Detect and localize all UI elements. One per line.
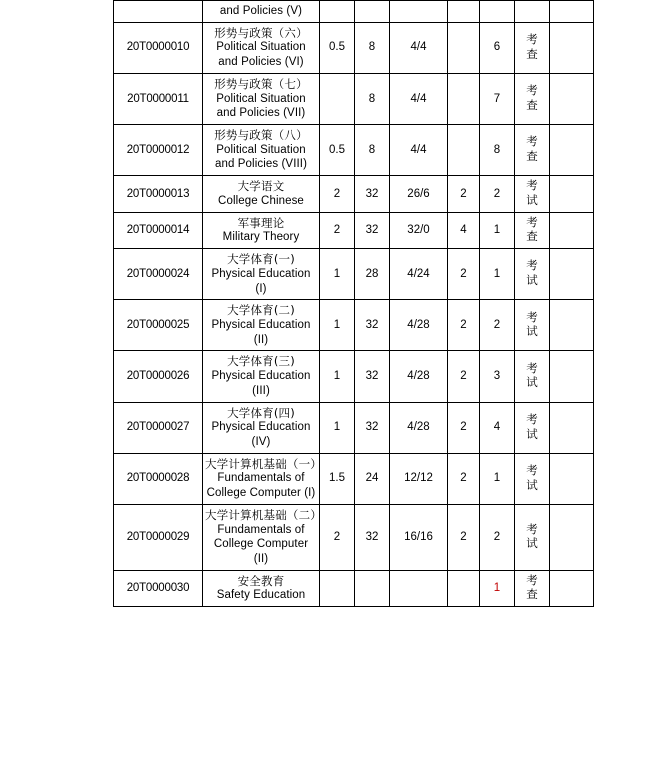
cell-weeks: 4	[448, 212, 480, 248]
cell-weeks: 2	[448, 504, 480, 570]
course-name-cn: 形势与政策（六）	[214, 25, 308, 40]
cell-term: 8	[480, 125, 515, 176]
cell-course-code: 20T0000024	[114, 249, 203, 300]
cell-total-hours: 8	[355, 125, 390, 176]
cell-assessment	[515, 504, 550, 570]
cell-course-name	[203, 453, 320, 504]
cell-assessment	[515, 570, 550, 606]
assessment-char: 试	[526, 428, 538, 441]
cell-assessment	[515, 212, 550, 248]
cell-credits: 1	[320, 402, 355, 453]
course-name-en: Political Situation and Policies (VI)	[216, 41, 306, 69]
course-name-cn: 形势与政策（八）	[214, 128, 308, 143]
assessment-char: 试	[526, 479, 538, 492]
cell-credits: 1	[320, 300, 355, 351]
cell-remark	[550, 402, 594, 453]
cell-theory-practice: 4/24	[390, 249, 448, 300]
course-name-cn: 形势与政策（七）	[214, 76, 308, 91]
cell-total-hours: 24	[355, 453, 390, 504]
assessment-char: 试	[526, 377, 538, 390]
cell-course-code: 20T0000025	[114, 300, 203, 351]
table-row	[114, 22, 594, 73]
cell-assessment	[515, 22, 550, 73]
cell-total-hours: 8	[355, 22, 390, 73]
cell-total-hours: 32	[355, 351, 390, 402]
cell-remark	[550, 1, 594, 23]
cell-weeks	[448, 73, 480, 124]
assessment-char: 查	[526, 151, 538, 164]
assessment-char: 考	[526, 523, 538, 536]
assessment-char: 查	[526, 48, 538, 61]
cell-course-name	[203, 73, 320, 124]
cell-course-code: 20T0000011	[114, 73, 203, 124]
assessment-char: 考	[526, 465, 538, 478]
cell-total-hours: 8	[355, 73, 390, 124]
cell-course-code: 20T0000029	[114, 504, 203, 570]
course-name-en: Fundamentals of College Computer (I)	[206, 472, 316, 500]
assessment-char: 查	[526, 231, 538, 244]
course-name-cn: 大学计算机基础（一）	[205, 456, 322, 471]
cell-remark	[550, 351, 594, 402]
course-name-cn: 军事理论	[237, 215, 285, 230]
cell-weeks	[448, 22, 480, 73]
cell-term: 4	[480, 402, 515, 453]
cell-term: 1	[480, 212, 515, 248]
cell-weeks: 2	[448, 453, 480, 504]
cell-remark	[550, 570, 594, 606]
cell-credits: 2	[320, 504, 355, 570]
cell-total-hours	[355, 1, 390, 23]
cell-credits: 0.5	[320, 125, 355, 176]
cell-course-code: 20T0000030	[114, 570, 203, 606]
cell-credits	[320, 570, 355, 606]
cell-credits: 1.5	[320, 453, 355, 504]
cell-course-name	[203, 22, 320, 73]
course-name-en: Physical Education (II)	[211, 318, 311, 346]
course-name-cn: 大学体育(一)	[227, 252, 295, 267]
cell-theory-practice	[390, 1, 448, 23]
assessment-char: 试	[526, 326, 538, 339]
cell-assessment	[515, 351, 550, 402]
cell-theory-practice: 4/28	[390, 300, 448, 351]
cell-theory-practice: 4/4	[390, 73, 448, 124]
course-name-cn: 安全教育	[237, 573, 285, 588]
course-name-en: Military Theory	[222, 231, 300, 244]
cell-weeks: 2	[448, 351, 480, 402]
table-row	[114, 453, 594, 504]
cell-course-name	[203, 570, 320, 606]
cell-course-name	[203, 504, 320, 570]
cell-theory-practice: 12/12	[390, 453, 448, 504]
table-row	[114, 125, 594, 176]
table-row	[114, 351, 594, 402]
cell-remark	[550, 300, 594, 351]
cell-weeks: 2	[448, 300, 480, 351]
cell-course-name	[203, 351, 320, 402]
cell-assessment	[515, 402, 550, 453]
cell-total-hours: 28	[355, 249, 390, 300]
cell-assessment	[515, 73, 550, 124]
course-name-en: Political Situation and Policies (VIII)	[214, 143, 308, 171]
course-name-cn: 大学体育(二)	[227, 303, 295, 318]
cell-course-code: 20T0000026	[114, 351, 203, 402]
cell-assessment	[515, 300, 550, 351]
table-row	[114, 504, 594, 570]
cell-assessment	[515, 453, 550, 504]
cell-theory-practice: 4/4	[390, 125, 448, 176]
cell-course-name	[203, 1, 320, 23]
table-row	[114, 73, 594, 124]
cell-theory-practice	[390, 570, 448, 606]
cell-total-hours	[355, 570, 390, 606]
assessment-char: 考	[526, 311, 538, 324]
cell-theory-practice: 16/16	[390, 504, 448, 570]
cell-course-code	[114, 1, 203, 23]
assessment-char: 考	[526, 34, 538, 47]
cell-term: 6	[480, 22, 515, 73]
course-name-cn: 大学体育(四)	[227, 405, 295, 420]
cell-term: 2	[480, 176, 515, 212]
cell-credits: 2	[320, 176, 355, 212]
assessment-char: 考	[526, 574, 538, 587]
table-row	[114, 300, 594, 351]
cell-course-name	[203, 249, 320, 300]
assessment-char: 考	[526, 260, 538, 273]
cell-remark	[550, 176, 594, 212]
course-name-en: Fundamentals of College Computer (II)	[213, 523, 309, 565]
assessment-char: 考	[526, 216, 538, 229]
cell-weeks	[448, 125, 480, 176]
cell-course-name	[203, 212, 320, 248]
cell-remark	[550, 453, 594, 504]
cell-theory-practice: 26/6	[390, 176, 448, 212]
cell-term: 2	[480, 300, 515, 351]
assessment-char: 查	[526, 99, 538, 112]
cell-term: 7	[480, 73, 515, 124]
cell-remark	[550, 73, 594, 124]
course-name-en: Physical Education (III)	[211, 370, 311, 397]
cell-course-name	[203, 402, 320, 453]
assessment-char: 考	[526, 413, 538, 426]
cell-remark	[550, 212, 594, 248]
cell-total-hours: 32	[355, 402, 390, 453]
course-name-en: Physical Education (I)	[211, 267, 311, 295]
assessment-char: 考	[526, 362, 538, 375]
cell-theory-practice: 32/0	[390, 212, 448, 248]
cell-weeks	[448, 570, 480, 606]
cell-term: 1	[480, 453, 515, 504]
cell-theory-practice: 4/4	[390, 22, 448, 73]
cell-course-code: 20T0000014	[114, 212, 203, 248]
cell-credits: 1	[320, 351, 355, 402]
cell-remark	[550, 504, 594, 570]
cell-term: 1	[480, 570, 515, 606]
cell-weeks: 2	[448, 176, 480, 212]
cell-weeks: 2	[448, 402, 480, 453]
cell-theory-practice: 4/28	[390, 351, 448, 402]
cell-term: 1	[480, 249, 515, 300]
cell-term	[480, 1, 515, 23]
course-name-cn: 大学计算机基础（二）	[205, 507, 322, 522]
course-table-body	[114, 1, 594, 607]
cell-course-name	[203, 125, 320, 176]
course-name-en: and Policies (V)	[219, 5, 303, 17]
table-row	[114, 402, 594, 453]
cell-remark	[550, 22, 594, 73]
cell-total-hours: 32	[355, 212, 390, 248]
course-name-cn: 大学体育(三)	[227, 354, 295, 369]
cell-theory-practice: 4/28	[390, 402, 448, 453]
cell-course-code: 20T0000027	[114, 402, 203, 453]
assessment-char: 试	[526, 194, 538, 207]
course-name-en: Safety Education	[216, 589, 306, 602]
cell-assessment	[515, 125, 550, 176]
cell-course-name	[203, 300, 320, 351]
cell-assessment	[515, 249, 550, 300]
cell-assessment	[515, 1, 550, 23]
course-name-en: Political Situation and Policies (VII)	[216, 92, 306, 120]
cell-credits	[320, 73, 355, 124]
course-plan-table	[113, 0, 594, 607]
cell-total-hours: 32	[355, 300, 390, 351]
cell-credits	[320, 1, 355, 23]
cell-weeks	[448, 1, 480, 23]
cell-weeks: 2	[448, 249, 480, 300]
cell-credits: 0.5	[320, 22, 355, 73]
cell-course-code: 20T0000010	[114, 22, 203, 73]
cell-total-hours: 32	[355, 176, 390, 212]
cell-term: 3	[480, 351, 515, 402]
course-name-cn: 大学语文	[237, 179, 285, 194]
cell-remark	[550, 125, 594, 176]
assessment-char: 试	[526, 275, 538, 288]
cell-remark	[550, 249, 594, 300]
cell-course-name	[203, 176, 320, 212]
assessment-char: 考	[526, 180, 538, 193]
cell-credits: 1	[320, 249, 355, 300]
cell-course-code: 20T0000013	[114, 176, 203, 212]
table-row	[114, 570, 594, 606]
assessment-char: 试	[526, 538, 538, 551]
cell-credits: 2	[320, 212, 355, 248]
table-row	[114, 249, 594, 300]
assessment-char: 考	[526, 85, 538, 98]
course-name-en: Physical Education (IV)	[211, 421, 311, 448]
table-row	[114, 212, 594, 248]
cell-assessment	[515, 176, 550, 212]
cell-course-code: 20T0000012	[114, 125, 203, 176]
cell-term: 2	[480, 504, 515, 570]
cell-total-hours: 32	[355, 504, 390, 570]
assessment-char: 考	[526, 136, 538, 149]
table-row	[114, 176, 594, 212]
course-name-en: College Chinese	[218, 194, 304, 207]
assessment-char: 查	[526, 589, 538, 602]
table-row	[114, 1, 594, 23]
cell-course-code: 20T0000028	[114, 453, 203, 504]
